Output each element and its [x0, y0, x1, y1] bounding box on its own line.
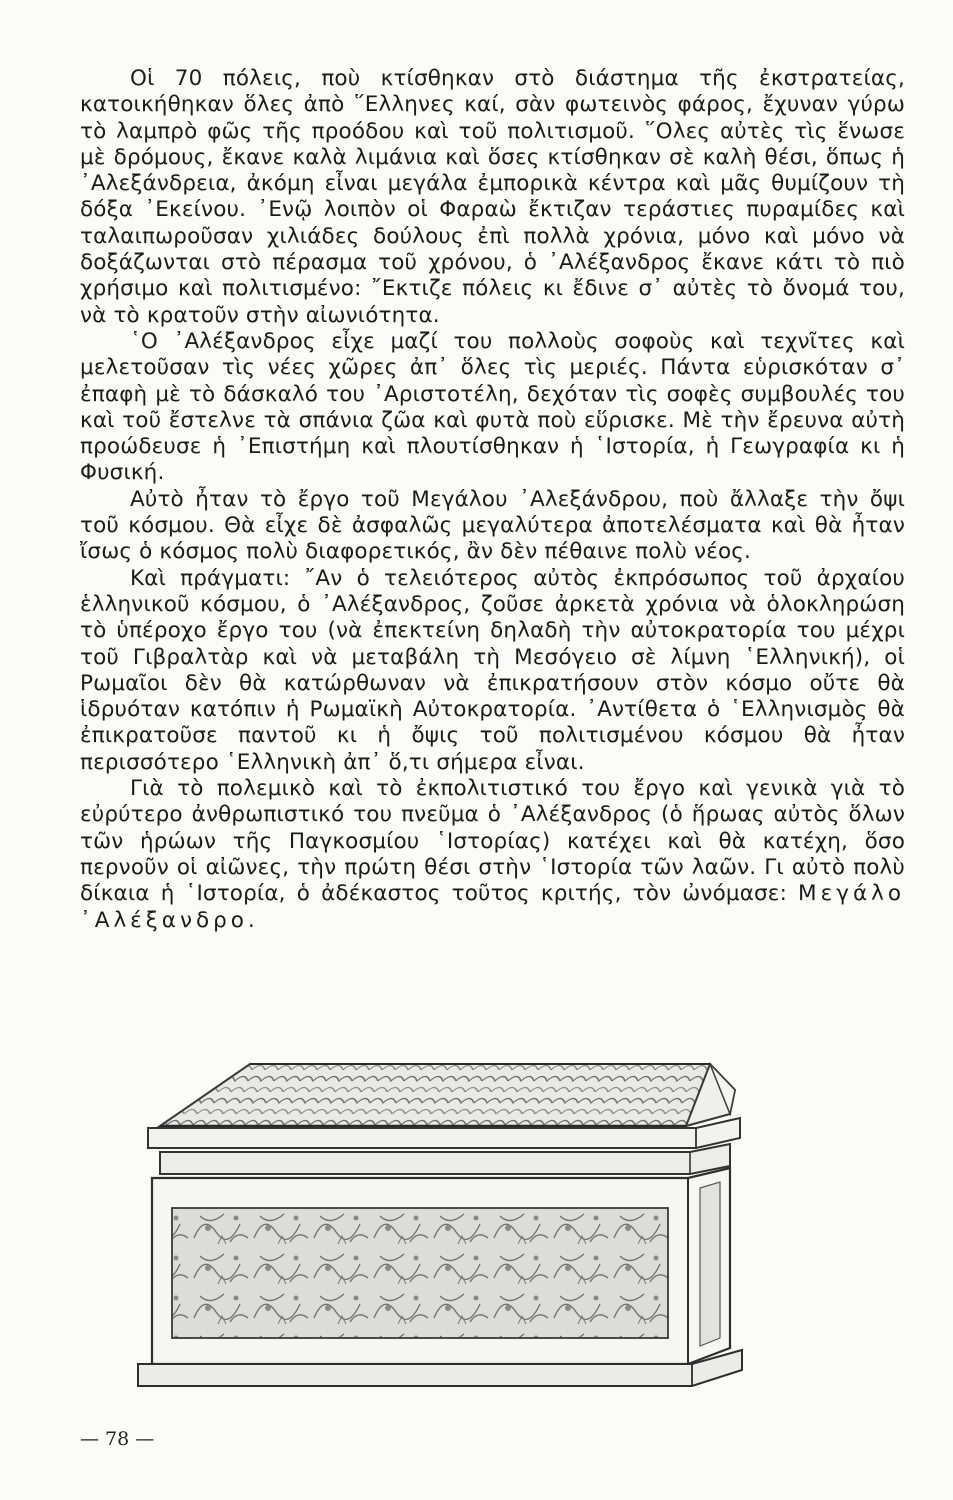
paragraph-counterfactual: Καὶ πράγματι: ῎Αν ὁ τελειότερος αὐτὸς ἐκπρόσωπος τοῦ ἀρχαίου ἑλληνικοῦ κόσμου, ὁ ᾿Αλέξανδρος, ζοῦσε ἀρκετὰ χρόνια νὰ ὁλοκληρώση τὸ ὑπέροχο ἔργο του (νὰ ἐπεκτείνη δηλαδὴ τὴν αὐτοκρατορία του μέχρι τοῦ Γιβραλτὰρ καὶ νὰ μεταβάλη τὴ Μεσόγειο σὲ λίμνη ῾Ελληνική), οἱ Ρωμαῖοι δὲν θὰ κατώρθωναν νὰ ἐπικρατήσουν στὸν κόσμο οὔτε θὰ ἱδρυόταν κατόπιν ἡ Ρωμαϊκὴ Αὐτοκρατορία. ᾿Αντίθετα ὁ ῾Ελληνισμὸς θὰ ἐπικρατοῦσε παντοῦ κι ἡ ὄψις τοῦ πολιτισμένου κόσμου θὰ ἦταν περισσότερο ῾Ελληνικὴ ἀπ᾿ ὅ,τι σήμερα εἶναι.	[80, 565, 905, 775]
epithet: Μεγάλο ᾿Αλέξανδρο.	[80, 881, 905, 933]
body-text	[80, 66, 905, 934]
paragraph-legacy: Αὐτὸ ἦταν τὸ ἔργο τοῦ Μεγάλου ᾿Αλεξάνδρου, ποὺ ἄλλαξε τὴν ὄψι τοῦ κόσμου. Θὰ εἶχε δὲ ἀσφαλῶς μεγαλύτερα ἀποτελέσματα καὶ θὰ ἦταν ἴσως ὁ κόσμος πολὺ διαφορετικός, ἂν δὲν πέθαινε πολὺ νέος.	[80, 486, 905, 565]
paragraph-conclusion-text: Γιὰ τὸ πολεμικὸ καὶ τὸ ἐκπολιτιστικό του ἔργο καὶ γενικὰ γιὰ τὸ εὐρύτερο ἀνθρωπιστικό του πνεῦμα ὁ ᾿Αλέξανδρος (ὁ ἥρωας αὐτὸς ὅλων τῶν ἡρώων τῆς Παγκοσμίου ῾Ιστορίας) κατέχει καὶ θὰ κατέχη, ὅσο περνοῦν οἱ αἰῶνες, τὴν πρώτη θέσι στὴν ῾Ιστορία τῶν λαῶν. Γι αὐτὸ πολὺ δίκαια ἡ ῾Ιστορία, ὁ ἀδέκαστος τοῦτος κριτής, τὸν ὠνόμασε:	[80, 776, 905, 907]
sarcophagus-illustration	[130, 1048, 770, 1396]
paragraph-scholars: ῾Ο ᾿Αλέξανδρος εἶχε μαζί του πολλοὺς σοφοὺς καὶ τεχνῖτες καὶ μελετοῦσαν τὶς νέες χῶρες ἀπ᾿ ὅλες τὶς μεριές. Πάντα εὑρισκόταν σ᾿ ἐπαφὴ μὲ τὸ δάσκαλό του ᾿Αριστοτέλη, δεχόταν τὶς σοφὲς συμβουλές του καὶ τοῦ ἔστελνε τὰ σπάνια ζῶα καὶ φυτὰ ποὺ εὕρισκε. Μὲ τὴν ἔρευνα αὐτὴ προώδευσε ἡ ᾿Επιστήμη καὶ πλουτίσθηκαν ἡ ῾Ιστορία, ἡ Γεωγραφία κι ἡ Φυσική.	[80, 328, 905, 486]
paragraph-cities: Οἱ 70 πόλεις, ποὺ κτίσθηκαν στὸ διάστημα τῆς ἐκστρατείας, κατοικήθηκαν ὅλες ἀπὸ ῞Ελληνες καί, σὰν φωτεινὸς φάρος, ἔχυναν γύρω τὸ λαμπρὸ φῶς τῆς προόδου καὶ τοῦ πολιτισμοῦ. ῞Ολες αὐτὲς τὶς ἕνωσε μὲ δρόμους, ἔκανε καλὰ λιμάνια καὶ ὅσες κτίσθηκαν σὲ καλὴ θέσι, ὅπως ἡ ᾿Αλεξάνδρεια, ἀκόμη εἶναι μεγάλα ἐμπορικὰ κέντρα καὶ μᾶς θυμίζουν τὴ δόξα ᾿Εκείνου. ᾿Ενῷ λοιπὸν οἱ Φαραὼ ἔκτιζαν τεράστιες πυραμίδες καὶ ταλαιπωροῦσαν χιλιάδες δούλους ἐπὶ πολλὰ χρόνια, μόνο καὶ μόνο νὰ δοξάζωνται στὸ πέρασμα τοῦ χρόνου, ὁ ᾿Αλέξανδρος ἔκανε κάτι τὸ πιὸ χρήσιμο καὶ πολιτισμένο: ῎Εκτιζε πόλεις κι ἔδινε σ᾿ αὐτὲς τὸ ὄνομά του, νὰ τὸ κρατοῦν στὴν αἰωνιότητα.	[80, 66, 905, 328]
paragraph-conclusion	[80, 776, 905, 934]
page-number: — 78 —	[80, 1428, 155, 1450]
sarcophagus-roof	[160, 1064, 735, 1126]
sarcophagus-body	[152, 1168, 730, 1364]
